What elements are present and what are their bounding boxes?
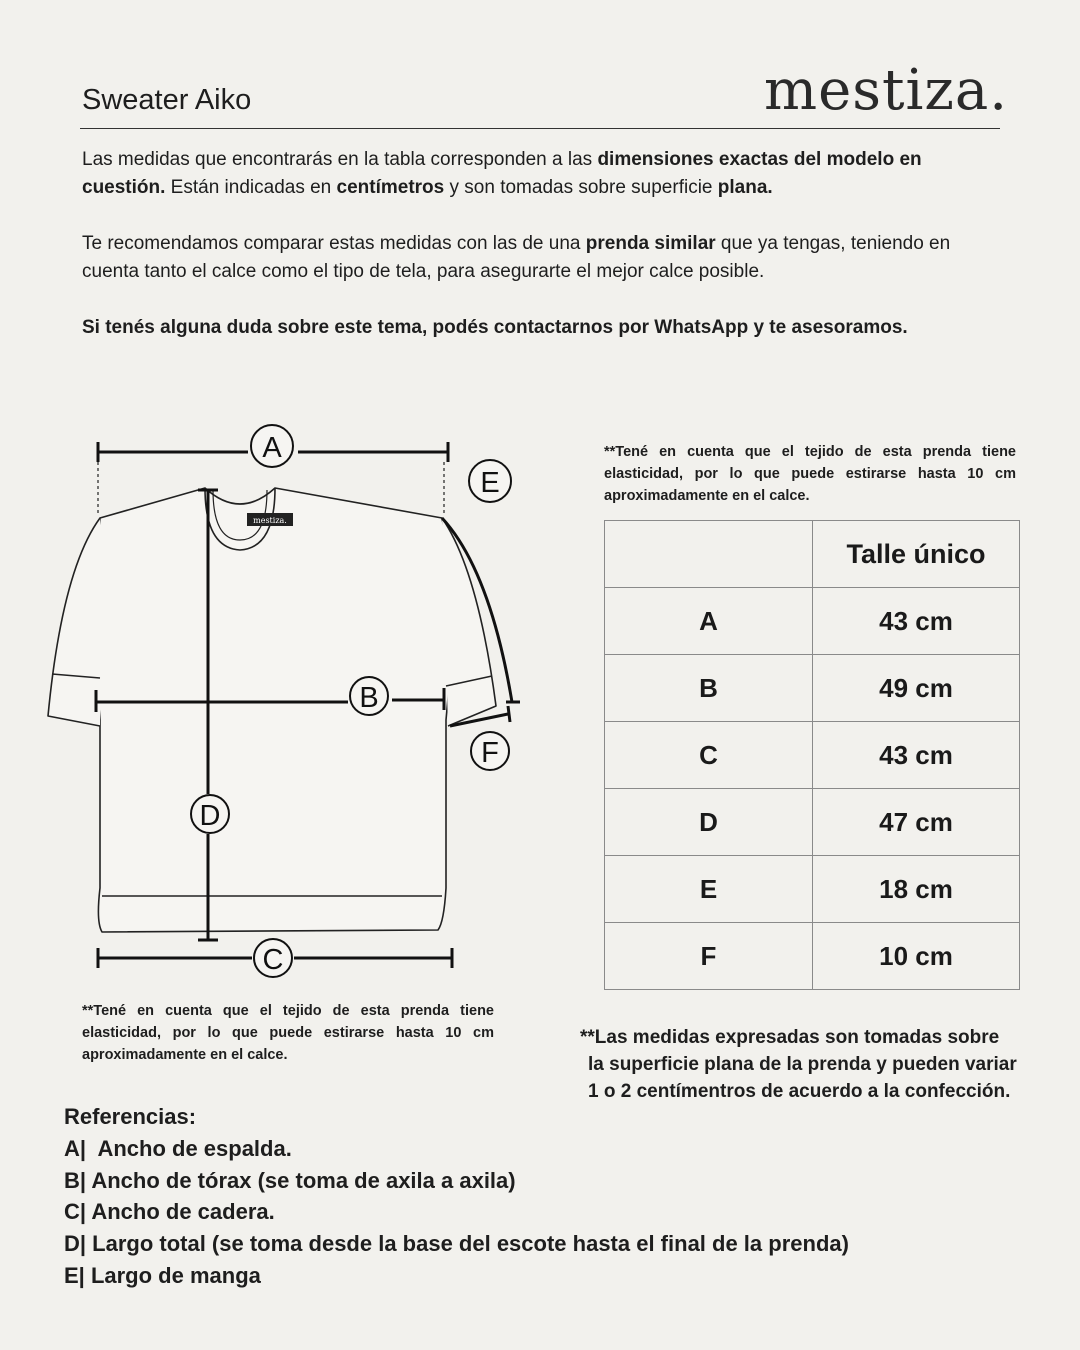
header-cell-empty bbox=[605, 521, 813, 588]
header-cell-size: Talle único bbox=[813, 521, 1020, 588]
intro-paragraph-2: Te recomendamos comparar estas medidas con las de una prenda similar que ya tengas, teniendo en cuenta tanto el calce como el tipo de tela, para asegurarte el mejor calce posible. bbox=[82, 233, 951, 282]
contact-paragraph: Si tenés alguna duda sobre este tema, podés contactarnos por WhatsApp y te asesoramos. bbox=[82, 317, 908, 338]
brand-logo: mestiza. bbox=[764, 58, 1009, 123]
reference-item: B| Ancho de tórax (se toma de axila a axila) bbox=[64, 1167, 516, 1193]
measurement-note-line: 1 o 2 centímentros de acuerdo a la confección. bbox=[588, 1081, 1011, 1102]
measure-value: 43 cm bbox=[813, 588, 1020, 655]
size-table bbox=[604, 520, 1020, 990]
measure-key: C bbox=[605, 722, 813, 789]
garment-tag-text: mestiza. bbox=[253, 516, 287, 525]
measurement-note-line: **Las medidas expresadas son tomadas sobre bbox=[580, 1027, 1000, 1048]
size-table-header bbox=[605, 521, 1020, 588]
right-sleeve bbox=[442, 518, 496, 726]
measure-value: 49 cm bbox=[813, 655, 1020, 722]
references-title: Referencias: bbox=[64, 1104, 197, 1129]
label-c: C bbox=[262, 944, 284, 976]
measurement-note-line: la superficie plana de la prenda y pueden variar bbox=[588, 1054, 1017, 1075]
measure-key: E bbox=[605, 856, 813, 923]
references-section bbox=[64, 1101, 849, 1292]
measure-key: D bbox=[605, 789, 813, 856]
intro-paragraph-1: Las medidas que encontrarás en la tabla corresponden a las dimensiones exactas del modelo en cuestión. Están indicadas en centímetros y son tomadas sobre superficie plana. bbox=[82, 149, 922, 198]
label-d: D bbox=[199, 800, 221, 832]
garment-outline bbox=[95, 488, 451, 932]
measure-value: 47 cm bbox=[813, 789, 1020, 856]
left-sleeve bbox=[48, 518, 100, 726]
label-f: F bbox=[481, 737, 499, 769]
table-row bbox=[605, 923, 1020, 990]
garment-measurement-diagram bbox=[40, 420, 540, 980]
reference-item: E| Largo de manga bbox=[64, 1262, 261, 1288]
table-row bbox=[605, 655, 1020, 722]
measure-key: F bbox=[605, 923, 813, 990]
label-a: A bbox=[262, 432, 282, 464]
label-b: B bbox=[359, 682, 379, 714]
table-row bbox=[605, 856, 1020, 923]
table-row bbox=[605, 789, 1020, 856]
header-divider bbox=[80, 128, 1000, 129]
measure-value: 10 cm bbox=[813, 923, 1020, 990]
table-row bbox=[605, 722, 1020, 789]
reference-item: C| Ancho de cadera. bbox=[64, 1199, 275, 1225]
elasticity-note-left: **Tené en cuenta que el tejido de esta prenda tiene elasticidad, por lo que puede estirarse hasta 10 cm aproximadamente en el calce. bbox=[82, 1003, 494, 1063]
table-row bbox=[605, 588, 1020, 655]
measure-value: 18 cm bbox=[813, 856, 1020, 923]
measure-key: A bbox=[605, 588, 813, 655]
product-title: Sweater Aiko bbox=[82, 84, 252, 116]
measure-key: B bbox=[605, 655, 813, 722]
label-e: E bbox=[480, 467, 500, 499]
measure-value: 43 cm bbox=[813, 722, 1020, 789]
reference-item: D| Largo total (se toma desde la base del escote hasta el final de la prenda) bbox=[64, 1231, 849, 1257]
elasticity-note-right: **Tené en cuenta que el tejido de esta prenda tiene elasticidad, por lo que puede estirarse hasta 10 cm aproximadamente en el calce. bbox=[604, 444, 1016, 504]
measurement-note bbox=[580, 1024, 1050, 1105]
reference-item: A| Ancho de espalda. bbox=[64, 1135, 292, 1161]
